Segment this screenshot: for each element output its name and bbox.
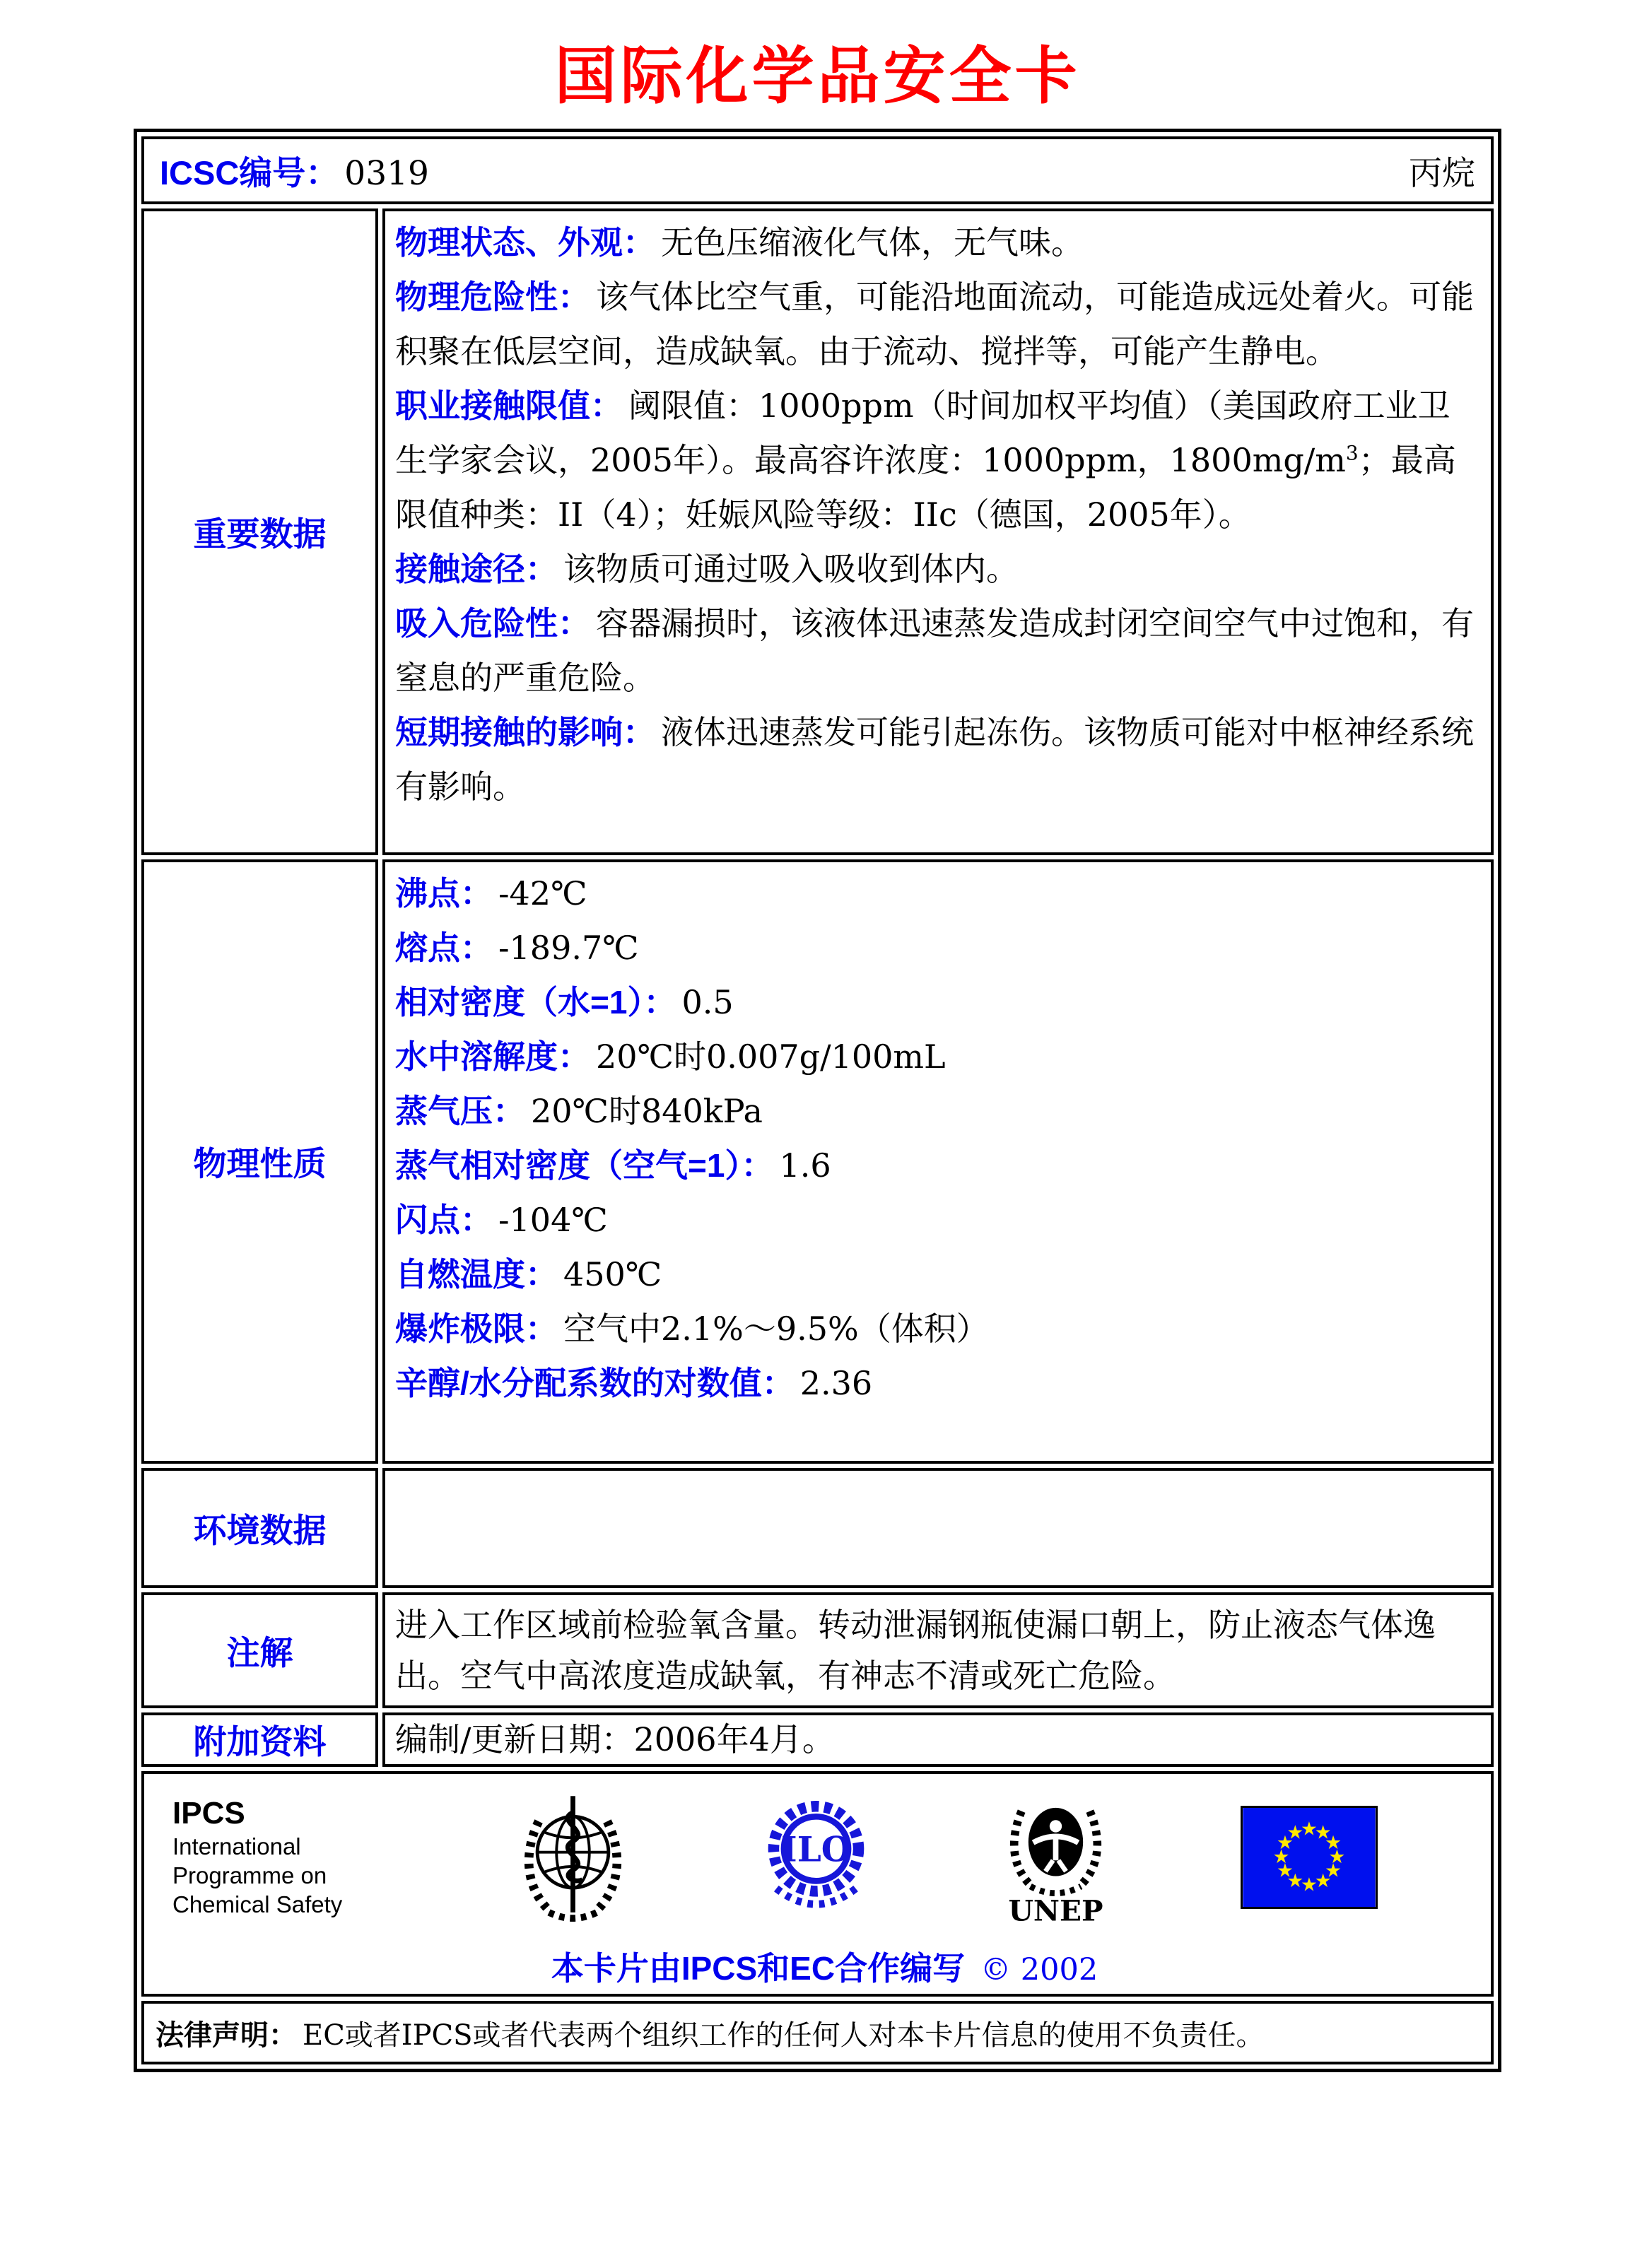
property-value: 450℃: [563, 1255, 662, 1293]
property-label: 熔点：: [395, 929, 493, 966]
field-value: ；最高限值种类：II（4）；妊娠风险等级：IIc（德国，2005年）。: [395, 441, 1456, 534]
field-label: 吸入危险性：: [395, 605, 590, 642]
section-label-important-data: 重要数据: [141, 208, 378, 855]
notes-row: [141, 1592, 1494, 1708]
property-label: 水中溶解度：: [395, 1038, 590, 1075]
cooperation-caption-text: 本卡片由IPCS和EC合作编写: [551, 1950, 966, 1987]
property-label: 蒸气压：: [395, 1093, 525, 1129]
svg-text:★: ★: [1276, 1831, 1294, 1854]
svg-text:★: ★: [1314, 1821, 1332, 1843]
field-value: 无色压缩液化气体，无气味。: [661, 223, 1084, 262]
field-label: 接触途径：: [395, 551, 558, 587]
section-label-additional-info: 附加资料: [141, 1712, 378, 1767]
field-value: 该物质可通过吸入吸收到体内。: [563, 550, 1019, 588]
additional-info-row: [141, 1712, 1494, 1767]
important-data-row: [141, 208, 1494, 855]
property-line: [395, 866, 1478, 921]
property-value: 20℃时0.007g/100mL: [596, 1038, 946, 1076]
additional-info-text: 编制/更新日期：2006年4月。: [395, 1720, 835, 1758]
property-value: -104℃: [498, 1201, 608, 1239]
section-label-physical-properties: 物理性质: [141, 859, 378, 1464]
field-value: 液体迅速蒸发可能引起冻伤。该物质可能对中枢神经系统有影响。: [395, 713, 1474, 806]
property-line: [395, 1302, 1478, 1356]
important-item: [395, 705, 1478, 814]
eu-flag-icon: [1241, 1806, 1378, 1909]
property-value: -189.7℃: [498, 929, 639, 967]
property-label: 相对密度（水=1）：: [395, 984, 676, 1021]
property-label: 爆炸极限：: [395, 1310, 558, 1347]
chemical-name: 丙烷: [1409, 153, 1475, 193]
property-line: [395, 1139, 1478, 1193]
ipcs-title: IPCS: [172, 1796, 245, 1831]
legal-label: 法律声明：: [156, 2019, 297, 2051]
logos-strip: [172, 1781, 1477, 1933]
physical-properties-content: [382, 859, 1494, 1464]
ilo-logo-icon: [761, 1785, 871, 1929]
property-line: [395, 975, 1478, 1030]
svg-text:★: ★: [1287, 1821, 1304, 1843]
unep-logo-icon: [1004, 1783, 1107, 1931]
property-value: 1.6: [779, 1146, 831, 1185]
property-line: [395, 1193, 1478, 1247]
property-label: 蒸气相对密度（空气=1）：: [395, 1147, 774, 1184]
superscript: 3: [1345, 441, 1359, 465]
important-item: [395, 270, 1478, 379]
ipcs-line: International: [172, 1833, 301, 1859]
header-row: [141, 136, 1494, 204]
property-label: 闪点：: [395, 1201, 493, 1238]
svg-text:★: ★: [1328, 1845, 1346, 1868]
logos-row: [141, 1771, 1494, 1997]
property-value: 2.36: [799, 1364, 873, 1402]
ipcs-line: Programme on: [172, 1862, 327, 1888]
ipcs-text-block: [172, 1795, 385, 1919]
property-line: [395, 1030, 1478, 1084]
legal-text: EC或者IPCS或者代表两个组织工作的任何人对本卡片信息的使用不负责任。: [303, 2019, 1265, 2052]
header-cell: [141, 136, 1494, 204]
field-label: 物理状态、外观：: [395, 224, 655, 261]
important-item: [395, 379, 1478, 542]
important-data-content: [382, 208, 1494, 855]
icsc-card-table: [134, 129, 1501, 2072]
svg-text:★: ★: [1325, 1831, 1342, 1854]
field-label: 短期接触的影响：: [395, 714, 655, 751]
svg-text:UNEP: UNEP: [1008, 1893, 1103, 1928]
who-logo-icon: [518, 1783, 628, 1931]
svg-text:★: ★: [1276, 1859, 1294, 1882]
property-value: -42℃: [498, 874, 587, 912]
section-label-notes: 注解: [141, 1592, 378, 1708]
property-value: 空气中2.1%～9.5%（体积）: [563, 1310, 989, 1348]
field-value: 该气体比空气重，可能沿地面流动，可能造成远处着火。可能积聚在低层空间，造成缺氧。由于流动、搅拌等，可能产生静电。: [395, 278, 1474, 370]
notes-content: [382, 1592, 1494, 1708]
property-line: [395, 1247, 1478, 1302]
field-value: 容器漏损时，该液体迅速蒸发造成封闭空间空气中过饱和，有窒息的严重危险。: [395, 604, 1474, 697]
important-item: [395, 216, 1478, 270]
svg-text:ILO: ILO: [781, 1829, 851, 1869]
property-value: 20℃时840kPa: [531, 1092, 763, 1130]
environmental-data-row: [141, 1468, 1494, 1588]
svg-text:★: ★: [1314, 1869, 1332, 1892]
page-title: 国际化学品安全卡: [554, 39, 1081, 112]
additional-info-content: [382, 1712, 1494, 1767]
svg-text:★: ★: [1287, 1869, 1304, 1892]
physical-properties-row: [141, 859, 1494, 1464]
environmental-data-content: [382, 1468, 1494, 1588]
copyright-year: © 2002: [980, 1952, 1098, 1987]
field-label: 职业接触限值：: [395, 387, 623, 424]
svg-text:★: ★: [1325, 1859, 1342, 1882]
property-label: 沸点：: [395, 875, 493, 912]
svg-text:★: ★: [1301, 1873, 1318, 1896]
important-item: [395, 542, 1478, 597]
legal-row: [141, 2001, 1494, 2064]
icsc-number-value: 0319: [344, 153, 429, 193]
property-line: [395, 1356, 1478, 1411]
property-value: 0.5: [681, 983, 734, 1021]
field-label: 物理危险性：: [395, 278, 590, 315]
icsc-number-group: [160, 147, 429, 194]
svg-text:★: ★: [1301, 1817, 1318, 1840]
notes-text: 进入工作区域前检验氧含量。转动泄漏钢瓶使漏口朝上，防止液态气体逸出。空气中高浓度造成缺氧，有神志不清或死亡危险。: [395, 1606, 1436, 1695]
property-line: [395, 921, 1478, 975]
logos-cell: [141, 1771, 1494, 1997]
property-line: [395, 1084, 1478, 1139]
svg-text:★: ★: [1272, 1845, 1290, 1868]
ipcs-line: Chemical Safety: [172, 1891, 343, 1917]
field-value: 阈限值：1000ppm（时间加权平均值）（美国政府工业卫生学家会议，2005年）。最高容许浓度：1000ppm，1800mg/m: [395, 387, 1451, 479]
legal-cell: [141, 2001, 1494, 2064]
property-label: 自燃温度：: [395, 1256, 558, 1293]
important-item: [395, 597, 1478, 705]
cooperation-caption: [172, 1943, 1477, 1990]
property-label: 辛醇/水分配系数的对数值：: [395, 1365, 795, 1402]
icsc-number-label: ICSC编号：: [160, 153, 339, 192]
section-label-environmental-data: 环境数据: [141, 1468, 378, 1588]
